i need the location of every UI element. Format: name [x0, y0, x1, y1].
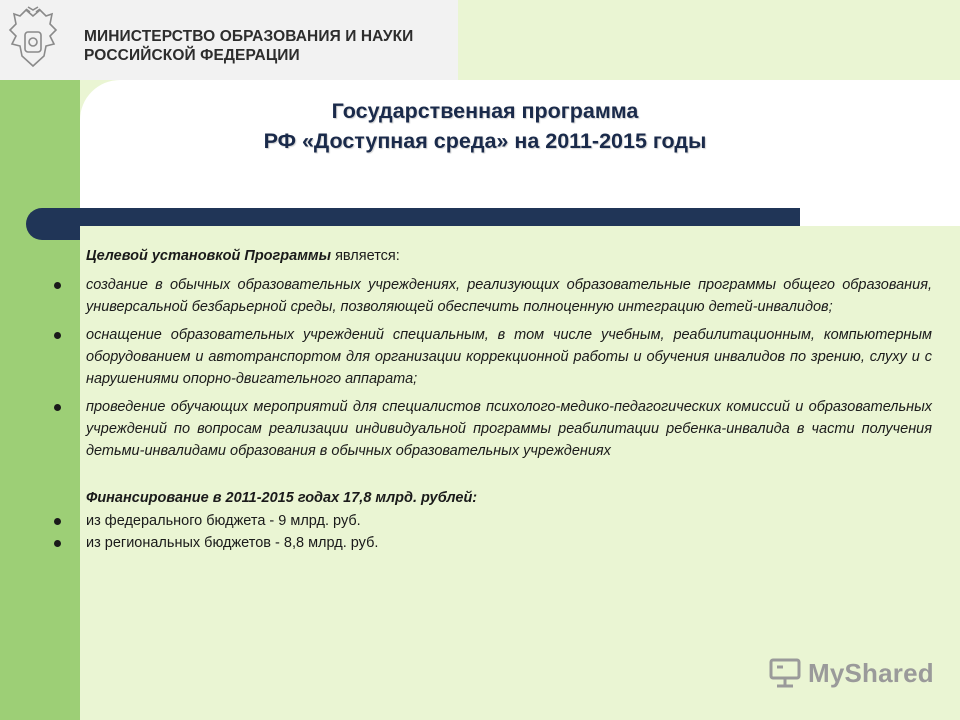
goals-list	[86, 274, 932, 462]
ministry-name-line2: РОССИЙСКОЙ ФЕДЕРАЦИИ	[84, 47, 300, 64]
list-item: создание в обычных образовательных учреждениях, реализующих образовательные программы общего образования, универсальной безбарьерной среды, позволяющей обеспечить полноценную интеграцию детей-инвалидов;	[86, 274, 932, 318]
list-item: из федерального бюджета - 9 млрд. руб.	[86, 510, 932, 532]
lead-bold: Целевой установкой Программы	[86, 248, 332, 264]
financing-list	[86, 510, 932, 554]
page-title	[80, 96, 890, 156]
watermark-text: MyShared	[808, 657, 934, 688]
lead-paragraph	[86, 248, 932, 264]
watermark	[768, 656, 934, 690]
financing-title	[86, 490, 932, 506]
title-line1: Государственная программа	[331, 99, 639, 123]
content-body	[86, 248, 932, 554]
left-green-strip	[0, 80, 80, 720]
title-line2: РФ «Доступная среда» на 2011-2015 годы	[263, 129, 707, 153]
ministry-header	[0, 0, 458, 80]
list-item: оснащение образовательных учреждений специальным, в том числе учебным, реабилитационным, компьютерным оборудованием и автотранспортом для организации коррекционной работы и обучения инвалидов по зрению, слуху и с нарушениями опорно-двигательного аппарата;	[86, 324, 932, 390]
financing-title-text: Финансирование в 2011-2015 годах 17,8 млрд. рублей:	[86, 490, 478, 506]
ministry-name-line1: МИНИСТЕРСТВО ОБРАЗОВАНИЯ И НАУКИ	[84, 28, 414, 45]
list-item: проведение обучающих мероприятий для специалистов психолого-медико-педагогических комиссий и образовательных учреждений по вопросам реализации индивидуальной программы реабилитации ребенка-инвалида в части получения детьми-инвалидами образования в обычных образовательных учреждениях	[86, 396, 932, 462]
list-item: из региональных бюджетов - 8,8 млрд. руб.	[86, 532, 932, 554]
lead-rest: является:	[331, 248, 400, 264]
coat-of-arms-icon	[6, 6, 60, 74]
presentation-board-icon	[768, 657, 802, 689]
